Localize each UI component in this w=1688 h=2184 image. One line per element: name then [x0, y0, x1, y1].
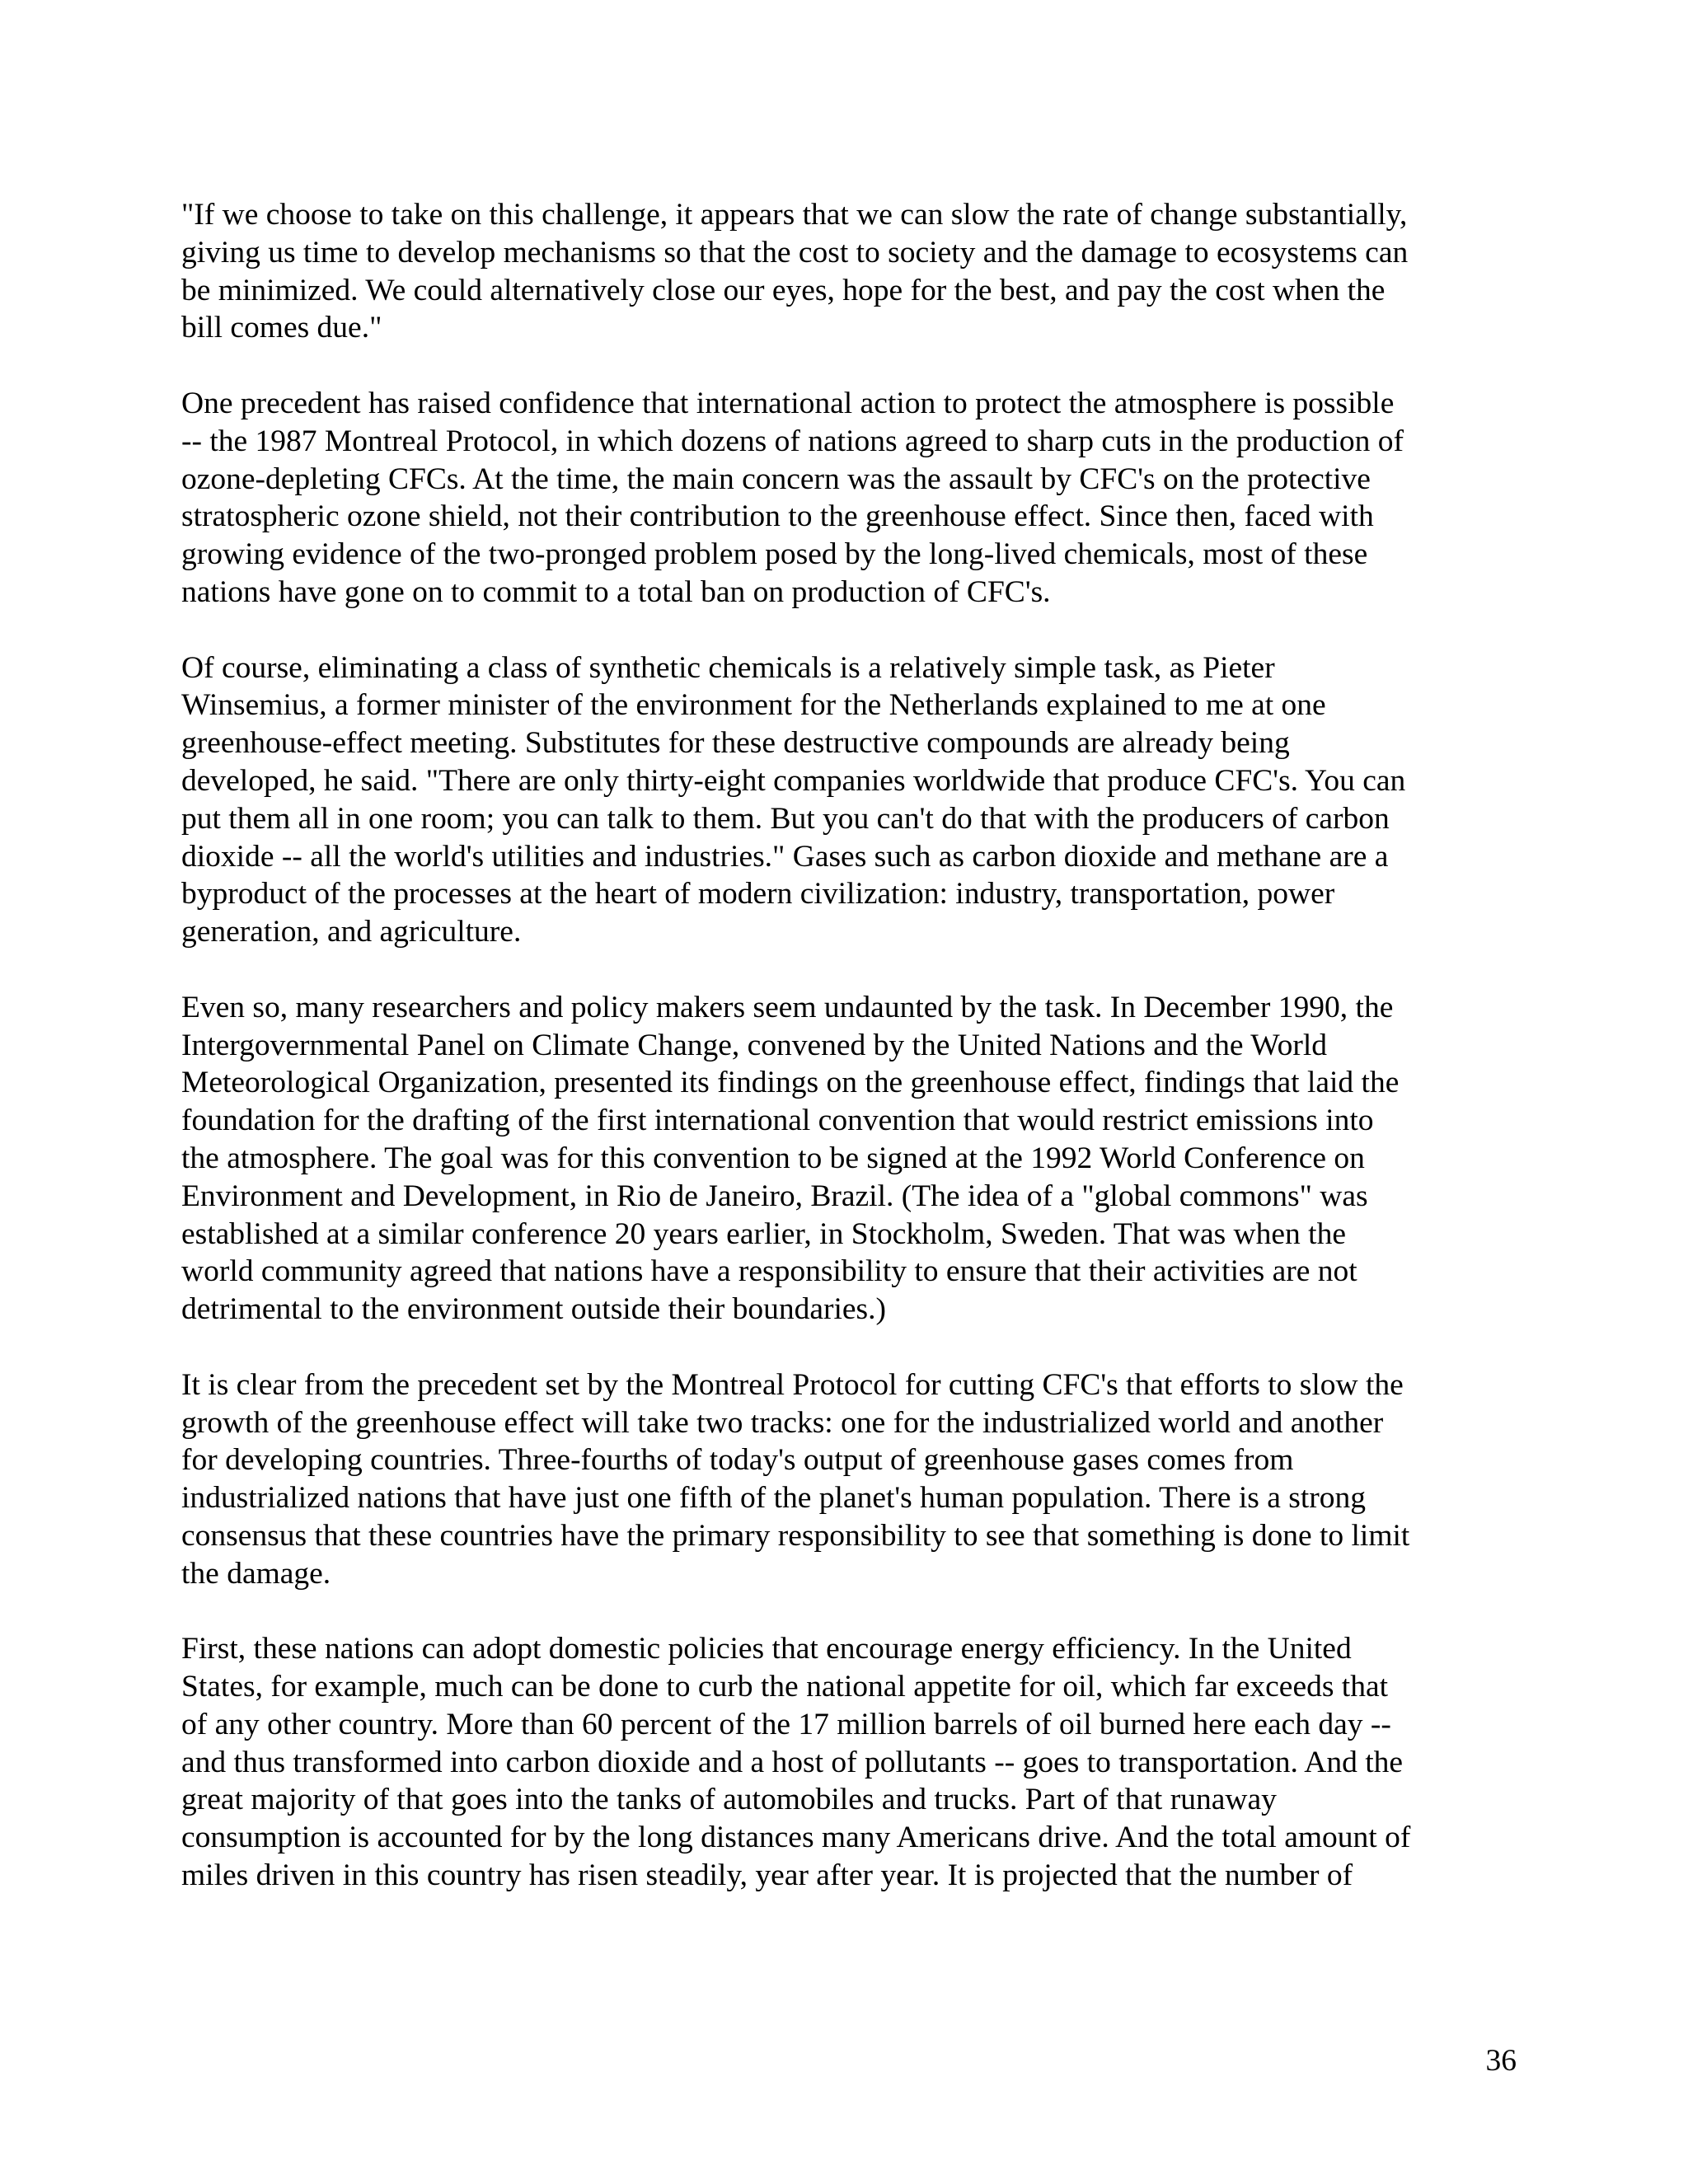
paragraph-quote: "If we choose to take on this challenge, it appears that we can slow the rate of change substantially, giving us time to develop mechanisms so that the cost to society and the damage to ecosystems can be minimized. We could alternatively close our eyes, hope for the best, and pay the cost when the bill comes due.": [181, 198, 1409, 345]
paragraph-two-tracks: It is clear from the precedent set by the Montreal Protocol for cutting CFC's that efforts to slow the growth of the greenhouse effect will take two tracks: one for the industrialized world and another for developing countries. Three-fourths of today's output of greenhouse gases comes from industrialized nations that have just one fifth of the planet's human population. There is a strong consensus that these countries have the primary responsibility to see that something is done to limit the damage.: [181, 1367, 1410, 1591]
paragraph-synthetic-chemicals: Of course, eliminating a class of synthetic chemicals is a relatively simple task, as Pieter Winsemius, a former minister of the environment for the Netherlands explained to me at one greenhouse-effect meeting. Substitutes for these destructive compounds are already being developed, he said. "There are only thirty-eight companies worldwide that produce CFC's. You can put them all in one room; you can talk to them. But you can't do that with the producers of carbon dioxide -- all the world's utilities and industries." Gases such as carbon dioxide and methane are a byproduct of the processes at the heart of modern civilization: industry, transportation, power generation, and agriculture.: [181, 650, 1406, 949]
paragraph-energy-efficiency: First, these nations can adopt domestic policies that encourage energy efficiency. In the United States, for example, much can be done to curb the national appetite for oil, which far exceeds that of any other country. More than 60 percent of the 17 million barrels of oil burned here each day -- and thus transformed into carbon dioxide and a host of pollutants -- goes to transportation. And the great majority of that goes into the tanks of automobiles and trucks. Part of that runaway consumption is accounted for by the long distances many Americans drive. And the total amount of miles driven in this country has risen steadily, year after year. It is projected that the number of: [181, 1632, 1411, 1893]
body-text: [181, 196, 1517, 1933]
page-number: 36: [1485, 2044, 1517, 2078]
paragraph-ipcc: Even so, many researchers and policy makers seem undaunted by the task. In December 1990, the Intergovernmental Panel on Climate Change, convened by the United Nations and the World Meteorological Organization, presented its findings on the greenhouse effect, findings that laid the foundation for the drafting of the first international convention that would restrict emissions into the atmosphere. The goal was for this convention to be signed at the 1992 World Conference on Environment and Development, in Rio de Janeiro, Brazil. (The idea of a "global commons" was established at a similar conference 20 years earlier, in Stockholm, Sweden. That was when the world community agreed that nations have a responsibility to ensure that their activities are not detrimental to the environment outside their boundaries.): [181, 990, 1400, 1327]
paragraph-montreal-protocol: One precedent has raised confidence that international action to protect the atmosphere is possible -- the 1987 Montreal Protocol, in which dozens of nations agreed to sharp cuts in the production of ozone-depleting CFCs. At the time, the main concern was the assault by CFC's on the protective stratospheric ozone shield, not their contribution to the greenhouse effect. Since then, faced with growing evidence of the two-pronged problem posed by the long-lived chemicals, most of these nations have gone on to commit to a total ban on production of CFC's.: [181, 386, 1404, 609]
